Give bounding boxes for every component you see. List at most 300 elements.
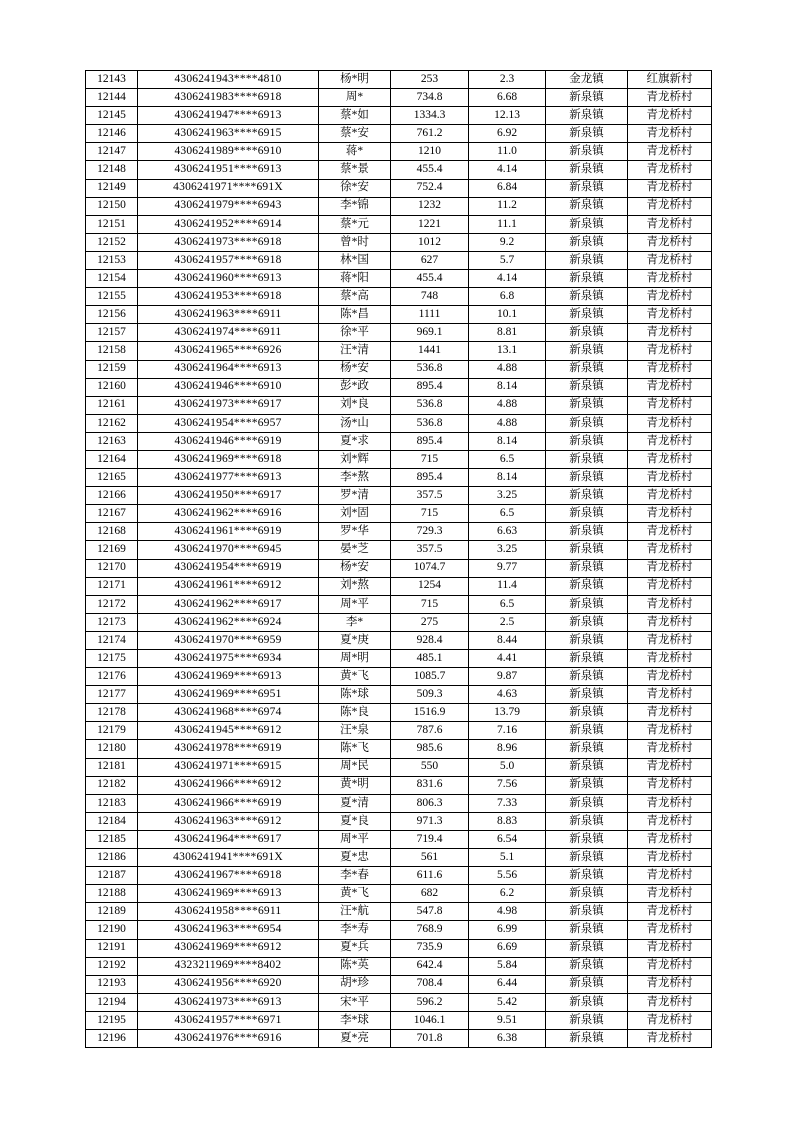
table-row (86, 89, 712, 107)
cell-town: 新泉镇 (546, 921, 628, 939)
cell-amount: 719.4 (391, 830, 469, 848)
cell-serial: 12181 (86, 758, 138, 776)
cell-serial: 12151 (86, 215, 138, 233)
table-row (86, 939, 712, 957)
cell-village: 青龙桥村 (628, 668, 712, 686)
cell-area: 8.83 (469, 812, 546, 830)
document-page (85, 70, 711, 1048)
cell-amount: 1046.1 (391, 1011, 469, 1029)
cell-name: 蔡*高 (319, 288, 391, 306)
cell-serial: 12163 (86, 432, 138, 450)
cell-village: 青龙桥村 (628, 794, 712, 812)
cell-town: 新泉镇 (546, 903, 628, 921)
cell-amount: 895.4 (391, 378, 469, 396)
cell-area: 5.84 (469, 957, 546, 975)
cell-serial: 12166 (86, 487, 138, 505)
cell-id_number: 4306241956****6920 (138, 975, 319, 993)
cell-serial: 12154 (86, 270, 138, 288)
cell-town: 新泉镇 (546, 577, 628, 595)
cell-town: 新泉镇 (546, 125, 628, 143)
cell-area: 5.7 (469, 251, 546, 269)
cell-amount: 1012 (391, 233, 469, 251)
table-row (86, 469, 712, 487)
cell-area: 9.77 (469, 559, 546, 577)
cell-town: 新泉镇 (546, 993, 628, 1011)
cell-area: 6.99 (469, 921, 546, 939)
cell-name: 刘*辉 (319, 450, 391, 468)
cell-area: 6.2 (469, 885, 546, 903)
cell-name: 杨*明 (319, 71, 391, 89)
cell-town: 新泉镇 (546, 378, 628, 396)
cell-town: 新泉镇 (546, 306, 628, 324)
cell-town: 新泉镇 (546, 342, 628, 360)
table-row (86, 595, 712, 613)
cell-serial: 12175 (86, 650, 138, 668)
table-row (86, 450, 712, 468)
cell-serial: 12192 (86, 957, 138, 975)
cell-name: 蔡*安 (319, 125, 391, 143)
table-row (86, 270, 712, 288)
cell-serial: 12195 (86, 1011, 138, 1029)
cell-name: 刘*熬 (319, 577, 391, 595)
cell-amount: 682 (391, 885, 469, 903)
cell-amount: 928.4 (391, 631, 469, 649)
cell-name: 汤*山 (319, 414, 391, 432)
cell-name: 林*国 (319, 251, 391, 269)
cell-town: 新泉镇 (546, 143, 628, 161)
cell-amount: 748 (391, 288, 469, 306)
cell-amount: 752.4 (391, 179, 469, 197)
cell-amount: 547.8 (391, 903, 469, 921)
cell-amount: 1210 (391, 143, 469, 161)
cell-id_number: 4306241975****6934 (138, 650, 319, 668)
cell-area: 11.0 (469, 143, 546, 161)
cell-town: 新泉镇 (546, 704, 628, 722)
cell-town: 新泉镇 (546, 1029, 628, 1047)
cell-village: 红旗新村 (628, 71, 712, 89)
table-row (86, 432, 712, 450)
cell-town: 新泉镇 (546, 215, 628, 233)
cell-town: 新泉镇 (546, 849, 628, 867)
cell-town: 新泉镇 (546, 595, 628, 613)
cell-village: 青龙桥村 (628, 251, 712, 269)
cell-village: 青龙桥村 (628, 469, 712, 487)
cell-id_number: 4306241961****6919 (138, 523, 319, 541)
cell-town: 新泉镇 (546, 668, 628, 686)
cell-area: 12.13 (469, 107, 546, 125)
cell-serial: 12170 (86, 559, 138, 577)
cell-id_number: 4306241950****6917 (138, 487, 319, 505)
cell-area: 4.63 (469, 686, 546, 704)
cell-serial: 12188 (86, 885, 138, 903)
cell-id_number: 4306241983****6918 (138, 89, 319, 107)
cell-village: 青龙桥村 (628, 686, 712, 704)
cell-amount: 1516.9 (391, 704, 469, 722)
cell-area: 10.1 (469, 306, 546, 324)
cell-area: 4.98 (469, 903, 546, 921)
cell-name: 陈*球 (319, 686, 391, 704)
cell-amount: 806.3 (391, 794, 469, 812)
cell-village: 青龙桥村 (628, 595, 712, 613)
cell-area: 6.63 (469, 523, 546, 541)
cell-amount: 985.6 (391, 740, 469, 758)
cell-id_number: 4306241989****6910 (138, 143, 319, 161)
cell-id_number: 4306241969****6913 (138, 885, 319, 903)
cell-village: 青龙桥村 (628, 867, 712, 885)
cell-town: 新泉镇 (546, 270, 628, 288)
cell-name: 夏*兵 (319, 939, 391, 957)
table-row (86, 650, 712, 668)
cell-area: 5.1 (469, 849, 546, 867)
cell-area: 6.84 (469, 179, 546, 197)
cell-area: 8.14 (469, 432, 546, 450)
table-row (86, 179, 712, 197)
table-row (86, 559, 712, 577)
cell-village: 青龙桥村 (628, 523, 712, 541)
cell-id_number: 4306241979****6943 (138, 197, 319, 215)
cell-amount: 735.9 (391, 939, 469, 957)
cell-amount: 1074.7 (391, 559, 469, 577)
cell-town: 新泉镇 (546, 396, 628, 414)
table-row (86, 921, 712, 939)
cell-serial: 12178 (86, 704, 138, 722)
cell-id_number: 4306241966****6912 (138, 776, 319, 794)
cell-name: 刘*良 (319, 396, 391, 414)
cell-town: 新泉镇 (546, 414, 628, 432)
cell-serial: 12186 (86, 849, 138, 867)
cell-town: 新泉镇 (546, 812, 628, 830)
cell-village: 青龙桥村 (628, 378, 712, 396)
cell-amount: 831.6 (391, 776, 469, 794)
table-row (86, 541, 712, 559)
cell-id_number: 4306241952****6914 (138, 215, 319, 233)
cell-area: 6.92 (469, 125, 546, 143)
cell-town: 金龙镇 (546, 71, 628, 89)
cell-town: 新泉镇 (546, 650, 628, 668)
cell-id_number: 4306241973****6917 (138, 396, 319, 414)
cell-village: 青龙桥村 (628, 559, 712, 577)
cell-name: 徐*安 (319, 179, 391, 197)
cell-id_number: 4306241970****6945 (138, 541, 319, 559)
cell-town: 新泉镇 (546, 360, 628, 378)
cell-village: 青龙桥村 (628, 957, 712, 975)
cell-serial: 12148 (86, 161, 138, 179)
cell-serial: 12187 (86, 867, 138, 885)
cell-amount: 787.6 (391, 722, 469, 740)
cell-name: 夏*求 (319, 432, 391, 450)
cell-name: 黄*飞 (319, 885, 391, 903)
cell-village: 青龙桥村 (628, 758, 712, 776)
cell-name: 周*明 (319, 650, 391, 668)
cell-town: 新泉镇 (546, 197, 628, 215)
cell-name: 杨*安 (319, 360, 391, 378)
cell-amount: 275 (391, 613, 469, 631)
table-row (86, 740, 712, 758)
cell-village: 青龙桥村 (628, 830, 712, 848)
table-row (86, 288, 712, 306)
cell-amount: 455.4 (391, 161, 469, 179)
cell-serial: 12143 (86, 71, 138, 89)
cell-village: 青龙桥村 (628, 505, 712, 523)
cell-village: 青龙桥村 (628, 342, 712, 360)
cell-area: 3.25 (469, 487, 546, 505)
cell-town: 新泉镇 (546, 794, 628, 812)
cell-amount: 701.8 (391, 1029, 469, 1047)
cell-town: 新泉镇 (546, 288, 628, 306)
cell-amount: 596.2 (391, 993, 469, 1011)
cell-id_number: 4306241961****6912 (138, 577, 319, 595)
cell-area: 6.5 (469, 505, 546, 523)
cell-village: 青龙桥村 (628, 849, 712, 867)
cell-id_number: 4306241976****6916 (138, 1029, 319, 1047)
cell-amount: 761.2 (391, 125, 469, 143)
cell-id_number: 4306241964****6917 (138, 830, 319, 848)
cell-serial: 12147 (86, 143, 138, 161)
cell-id_number: 4306241964****6913 (138, 360, 319, 378)
cell-town: 新泉镇 (546, 233, 628, 251)
cell-village: 青龙桥村 (628, 360, 712, 378)
table-row (86, 668, 712, 686)
cell-amount: 1111 (391, 306, 469, 324)
cell-id_number: 4306241974****6911 (138, 324, 319, 342)
cell-village: 青龙桥村 (628, 161, 712, 179)
cell-amount: 509.3 (391, 686, 469, 704)
cell-name: 彭*政 (319, 378, 391, 396)
cell-area: 7.56 (469, 776, 546, 794)
table-row (86, 251, 712, 269)
table-row (86, 360, 712, 378)
cell-serial: 12180 (86, 740, 138, 758)
cell-serial: 12184 (86, 812, 138, 830)
cell-village: 青龙桥村 (628, 541, 712, 559)
table-row (86, 993, 712, 1011)
cell-name: 蒋* (319, 143, 391, 161)
cell-village: 青龙桥村 (628, 215, 712, 233)
cell-serial: 12164 (86, 450, 138, 468)
cell-serial: 12172 (86, 595, 138, 613)
cell-serial: 12152 (86, 233, 138, 251)
cell-name: 李*春 (319, 867, 391, 885)
cell-area: 4.88 (469, 414, 546, 432)
table-row (86, 830, 712, 848)
cell-village: 青龙桥村 (628, 306, 712, 324)
cell-town: 新泉镇 (546, 830, 628, 848)
cell-area: 8.96 (469, 740, 546, 758)
cell-id_number: 4306241968****6974 (138, 704, 319, 722)
cell-amount: 536.8 (391, 360, 469, 378)
cell-village: 青龙桥村 (628, 577, 712, 595)
cell-town: 新泉镇 (546, 686, 628, 704)
cell-serial: 12191 (86, 939, 138, 957)
cell-town: 新泉镇 (546, 161, 628, 179)
cell-town: 新泉镇 (546, 107, 628, 125)
cell-id_number: 4306241969****6912 (138, 939, 319, 957)
cell-town: 新泉镇 (546, 722, 628, 740)
cell-area: 4.88 (469, 360, 546, 378)
cell-village: 青龙桥村 (628, 324, 712, 342)
cell-serial: 12189 (86, 903, 138, 921)
cell-name: 刘*固 (319, 505, 391, 523)
cell-village: 青龙桥村 (628, 233, 712, 251)
cell-village: 青龙桥村 (628, 939, 712, 957)
cell-serial: 12194 (86, 993, 138, 1011)
cell-area: 8.44 (469, 631, 546, 649)
cell-amount: 1085.7 (391, 668, 469, 686)
cell-serial: 12196 (86, 1029, 138, 1047)
cell-town: 新泉镇 (546, 541, 628, 559)
table-row (86, 396, 712, 414)
table-row (86, 794, 712, 812)
cell-amount: 627 (391, 251, 469, 269)
table-row (86, 975, 712, 993)
cell-id_number: 4306241963****6954 (138, 921, 319, 939)
cell-id_number: 4306241973****6918 (138, 233, 319, 251)
cell-name: 曾*时 (319, 233, 391, 251)
cell-name: 蔡*元 (319, 215, 391, 233)
cell-serial: 12146 (86, 125, 138, 143)
cell-village: 青龙桥村 (628, 650, 712, 668)
cell-name: 周*民 (319, 758, 391, 776)
cell-town: 新泉镇 (546, 975, 628, 993)
cell-serial: 12171 (86, 577, 138, 595)
cell-town: 新泉镇 (546, 939, 628, 957)
cell-id_number: 4306241971****691X (138, 179, 319, 197)
cell-name: 李* (319, 613, 391, 631)
cell-id_number: 4306241960****6913 (138, 270, 319, 288)
cell-id_number: 4306241973****6913 (138, 993, 319, 1011)
cell-serial: 12161 (86, 396, 138, 414)
table-row (86, 71, 712, 89)
table-row (86, 342, 712, 360)
table-row (86, 414, 712, 432)
cell-id_number: 4306241967****6918 (138, 867, 319, 885)
table-body (86, 71, 712, 1048)
cell-town: 新泉镇 (546, 1011, 628, 1029)
cell-village: 青龙桥村 (628, 197, 712, 215)
cell-id_number: 4306241958****6911 (138, 903, 319, 921)
cell-area: 3.25 (469, 541, 546, 559)
cell-serial: 12150 (86, 197, 138, 215)
cell-id_number: 4306241946****6910 (138, 378, 319, 396)
cell-village: 青龙桥村 (628, 414, 712, 432)
cell-name: 汪*泉 (319, 722, 391, 740)
cell-id_number: 4306241957****6971 (138, 1011, 319, 1029)
cell-town: 新泉镇 (546, 487, 628, 505)
table-row (86, 306, 712, 324)
table-row (86, 903, 712, 921)
cell-area: 9.87 (469, 668, 546, 686)
cell-amount: 715 (391, 505, 469, 523)
cell-serial: 12158 (86, 342, 138, 360)
cell-village: 青龙桥村 (628, 125, 712, 143)
table-row (86, 812, 712, 830)
cell-id_number: 4323211969****8402 (138, 957, 319, 975)
cell-amount: 768.9 (391, 921, 469, 939)
cell-serial: 12174 (86, 631, 138, 649)
cell-amount: 561 (391, 849, 469, 867)
cell-id_number: 4306241963****6915 (138, 125, 319, 143)
cell-town: 新泉镇 (546, 740, 628, 758)
cell-name: 黄*明 (319, 776, 391, 794)
table-row (86, 197, 712, 215)
cell-village: 青龙桥村 (628, 903, 712, 921)
cell-name: 汪*航 (319, 903, 391, 921)
cell-village: 青龙桥村 (628, 179, 712, 197)
cell-town: 新泉镇 (546, 505, 628, 523)
cell-name: 李*球 (319, 1011, 391, 1029)
cell-serial: 12156 (86, 306, 138, 324)
cell-town: 新泉镇 (546, 523, 628, 541)
table-row (86, 577, 712, 595)
cell-serial: 12145 (86, 107, 138, 125)
cell-id_number: 4306241953****6918 (138, 288, 319, 306)
table-row (86, 143, 712, 161)
cell-serial: 12182 (86, 776, 138, 794)
cell-village: 青龙桥村 (628, 631, 712, 649)
table-row (86, 867, 712, 885)
cell-village: 青龙桥村 (628, 396, 712, 414)
cell-amount: 550 (391, 758, 469, 776)
cell-village: 青龙桥村 (628, 143, 712, 161)
table-row (86, 957, 712, 975)
cell-id_number: 4306241966****6919 (138, 794, 319, 812)
cell-name: 夏*庚 (319, 631, 391, 649)
cell-amount: 715 (391, 595, 469, 613)
cell-area: 7.16 (469, 722, 546, 740)
cell-amount: 969.1 (391, 324, 469, 342)
cell-name: 李*锦 (319, 197, 391, 215)
cell-town: 新泉镇 (546, 867, 628, 885)
cell-town: 新泉镇 (546, 89, 628, 107)
cell-area: 11.4 (469, 577, 546, 595)
cell-amount: 536.8 (391, 414, 469, 432)
cell-name: 李*寿 (319, 921, 391, 939)
cell-area: 6.8 (469, 288, 546, 306)
cell-town: 新泉镇 (546, 631, 628, 649)
cell-id_number: 4306241951****6913 (138, 161, 319, 179)
cell-amount: 708.4 (391, 975, 469, 993)
cell-name: 罗*华 (319, 523, 391, 541)
table-row (86, 1029, 712, 1047)
cell-serial: 12159 (86, 360, 138, 378)
cell-amount: 357.5 (391, 541, 469, 559)
cell-amount: 642.4 (391, 957, 469, 975)
cell-town: 新泉镇 (546, 559, 628, 577)
cell-amount: 611.6 (391, 867, 469, 885)
cell-name: 陈*英 (319, 957, 391, 975)
cell-village: 青龙桥村 (628, 921, 712, 939)
cell-name: 陈*良 (319, 704, 391, 722)
cell-town: 新泉镇 (546, 776, 628, 794)
cell-id_number: 4306241947****6913 (138, 107, 319, 125)
cell-name: 夏*良 (319, 812, 391, 830)
cell-area: 7.33 (469, 794, 546, 812)
cell-town: 新泉镇 (546, 957, 628, 975)
cell-serial: 12168 (86, 523, 138, 541)
cell-id_number: 4306241963****6911 (138, 306, 319, 324)
cell-area: 4.14 (469, 161, 546, 179)
cell-village: 青龙桥村 (628, 487, 712, 505)
cell-id_number: 4306241969****6951 (138, 686, 319, 704)
cell-amount: 253 (391, 71, 469, 89)
cell-name: 周*平 (319, 830, 391, 848)
table-row (86, 161, 712, 179)
table-row (86, 523, 712, 541)
cell-id_number: 4306241977****6913 (138, 469, 319, 487)
table-row (86, 1011, 712, 1029)
cell-village: 青龙桥村 (628, 613, 712, 631)
cell-serial: 12169 (86, 541, 138, 559)
